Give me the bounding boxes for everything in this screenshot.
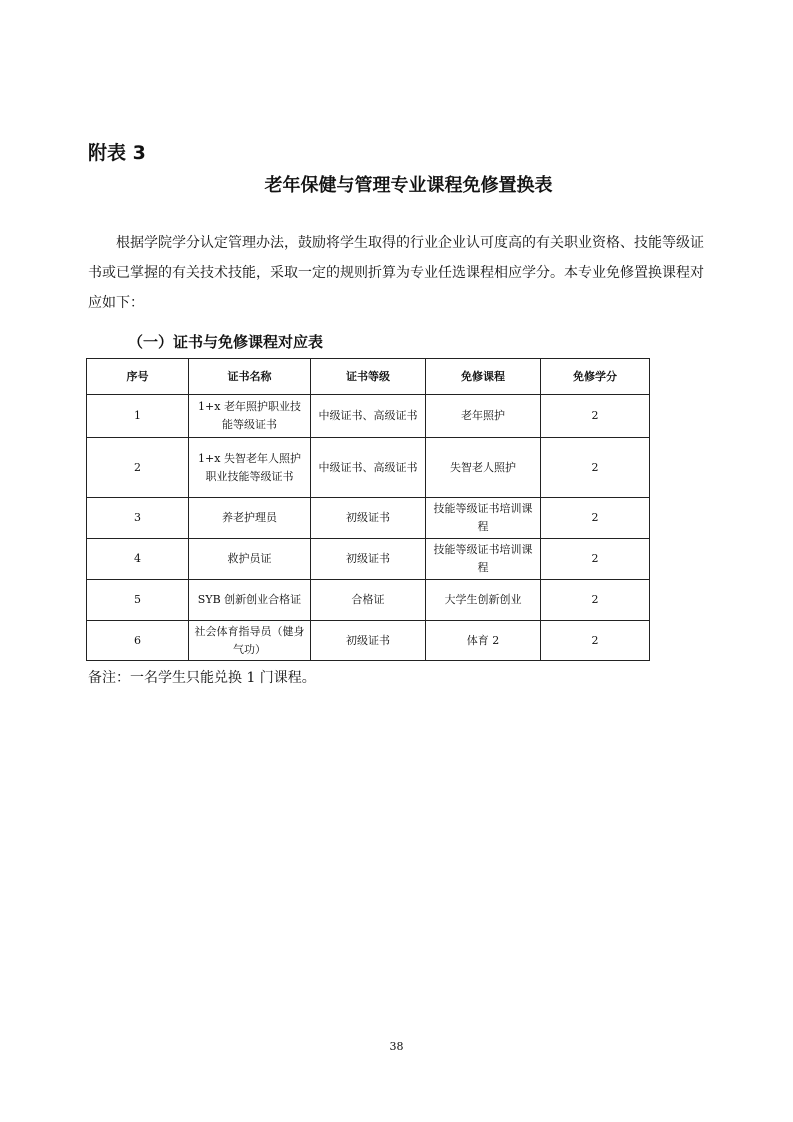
cell-index: 5 [87, 580, 189, 621]
table-row [87, 438, 650, 498]
cell-exempt-course: 老年照护 [426, 395, 541, 438]
cell-index: 6 [87, 621, 189, 661]
table-row [87, 580, 650, 621]
header-index: 序号 [87, 359, 189, 395]
header-exempt-course: 免修课程 [426, 359, 541, 395]
appendix-label: 附表 3 [88, 142, 146, 164]
table-row [87, 498, 650, 539]
intro-text: 根据学院学分认定管理办法，鼓励将学生取得的行业企业认可度高的有关职业资格、技能等级证书或已掌握的有关技术技能，采取一定的规则折算为专业任选课程相应学分。本专业免修置换课程对应如下： [88, 235, 704, 311]
cell-exempt-credits: 2 [541, 498, 650, 539]
cell-index: 4 [87, 539, 189, 580]
cell-certificate-level: 初级证书 [311, 621, 426, 661]
footnote: 备注：一名学生只能兑换 1 门课程。 [88, 670, 316, 686]
cell-exempt-credits: 2 [541, 395, 650, 438]
header-certificate-level: 证书等级 [311, 359, 426, 395]
cell-index: 2 [87, 438, 189, 498]
page-title: 老年保健与管理专业课程免修置换表 [264, 175, 553, 196]
cell-certificate-level: 中级证书、高级证书 [311, 395, 426, 438]
cell-exempt-credits: 2 [541, 580, 650, 621]
header-certificate-name: 证书名称 [189, 359, 311, 395]
table-row [87, 539, 650, 580]
cell-certificate-name: 救护员证 [189, 539, 311, 580]
section-heading: （一）证书与免修课程对应表 [128, 333, 324, 351]
certificate-table [86, 358, 650, 661]
cell-exempt-credits: 2 [541, 539, 650, 580]
cell-certificate-name: 1+x 失智老年人照护职业技能等级证书 [189, 438, 311, 498]
cell-exempt-course: 大学生创新创业 [426, 580, 541, 621]
cell-exempt-course: 技能等级证书培训课程 [426, 498, 541, 539]
cell-certificate-name: SYB 创新创业合格证 [189, 580, 311, 621]
table-row [87, 395, 650, 438]
page-number: 38 [389, 1040, 404, 1053]
cell-certificate-level: 初级证书 [311, 498, 426, 539]
cell-exempt-course: 技能等级证书培训课程 [426, 539, 541, 580]
cell-exempt-credits: 2 [541, 438, 650, 498]
intro-paragraph [88, 228, 713, 318]
cell-index: 1 [87, 395, 189, 438]
cell-exempt-credits: 2 [541, 621, 650, 661]
cell-certificate-level: 中级证书、高级证书 [311, 438, 426, 498]
cell-exempt-course: 失智老人照护 [426, 438, 541, 498]
table-row [87, 621, 650, 661]
cell-index: 3 [87, 498, 189, 539]
cell-certificate-level: 初级证书 [311, 539, 426, 580]
header-exempt-credits: 免修学分 [541, 359, 650, 395]
cell-certificate-name: 养老护理员 [189, 498, 311, 539]
cell-certificate-level: 合格证 [311, 580, 426, 621]
table-header-row [87, 359, 650, 395]
cell-exempt-course: 体育 2 [426, 621, 541, 661]
cell-certificate-name: 1+x 老年照护职业技能等级证书 [189, 395, 311, 438]
cell-certificate-name: 社会体育指导员（健身气功） [189, 621, 311, 661]
